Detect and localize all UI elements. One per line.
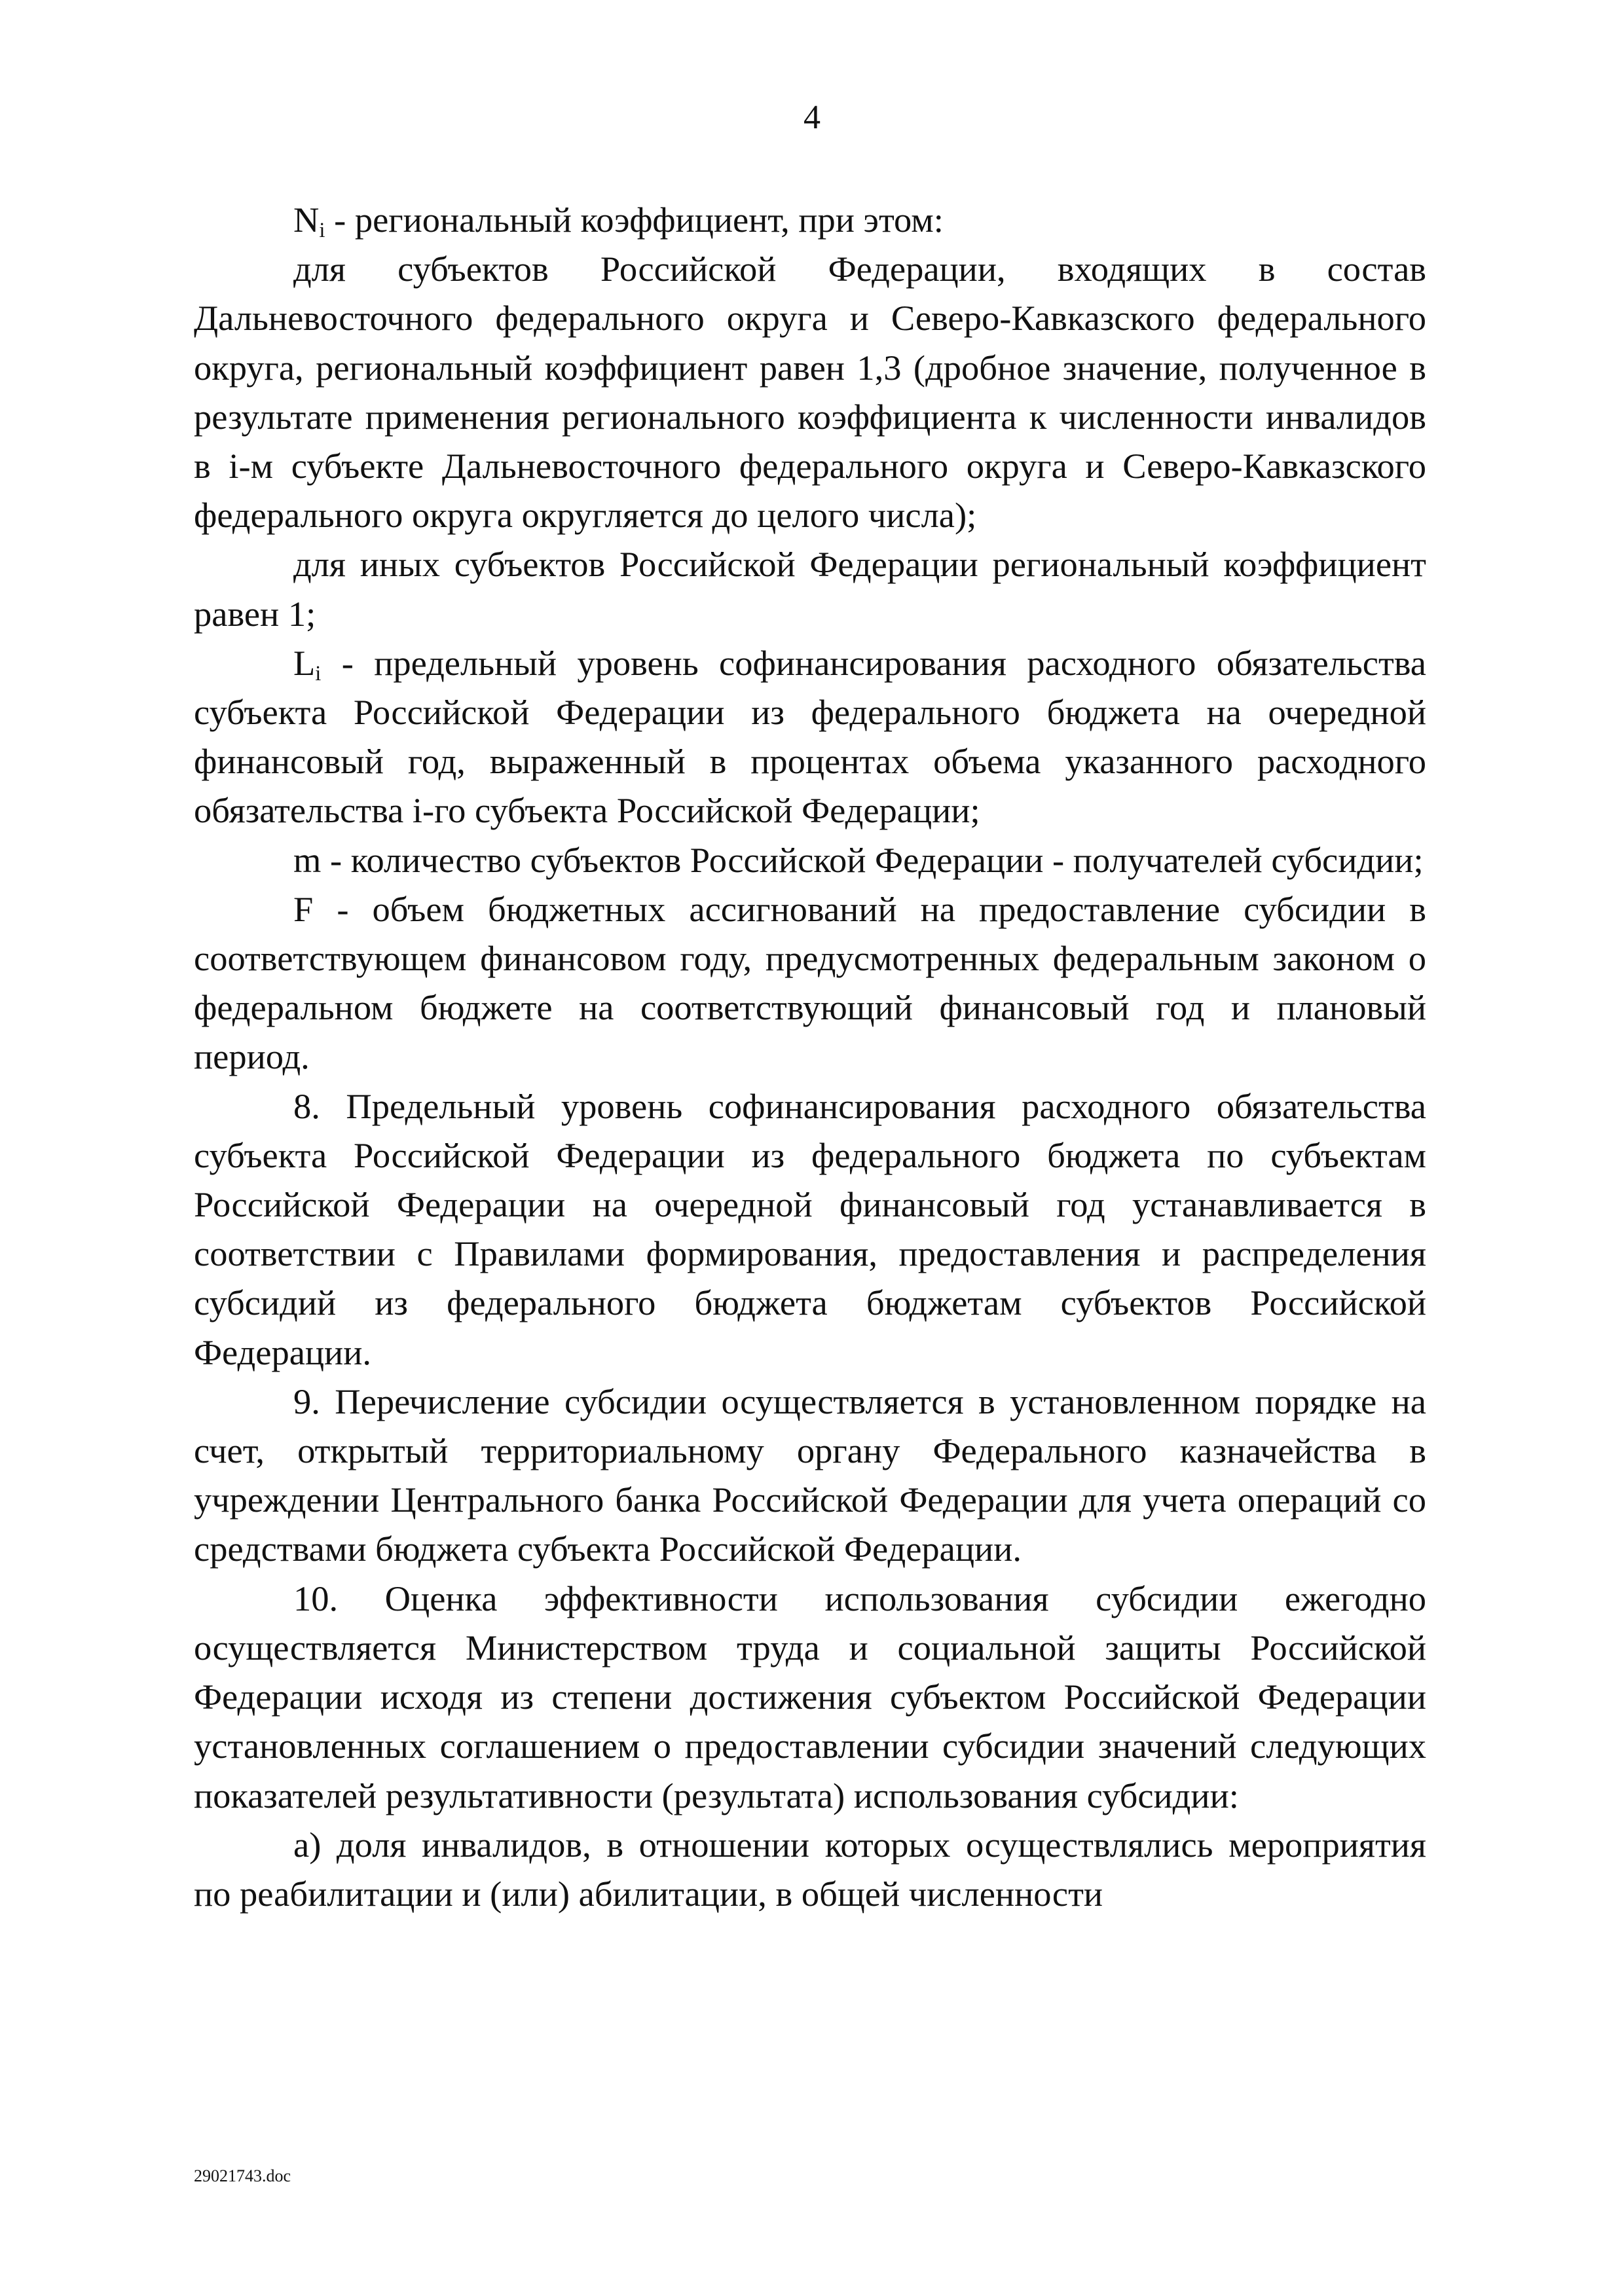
paragraph-item-10: 10. Оценка эффективности использования субсидии ежегодно осуществляется Министерством труда и социальной защиты Российской Федерации исходя из степени достижения субъектом Российской Федерации установленных соглашением о предоставлении субсидии значений следующих показателей результативности (результата) использования субсидии: [194,1578,1426,1815]
paragraph-item-8: 8. Предельный уровень софинансирования расходного обязательства субъекта Российской Федерации из федерального бюджета по субъектам Российской Федерации на очередной финансовый год устанавливается в соответствии с Правилами формирования, предоставления и распределения субсидий из федерального бюджета бюджетам субъектов Российской Федерации. [194,1085,1426,1372]
paragraph-text: - предельный уровень софинансирования расходного обязательства субъекта Российской Федерации из федерального бюджета на очередной финансовый год, выраженный в процентах объема указанного расходного обязательства i-го субъекта Российской Федерации; [194,642,1426,831]
symbol-l-index: i [315,662,322,685]
symbol-n-index: i [319,219,325,243]
paragraph-regional-coefficient-definition [194,195,1426,244]
paragraph-cofinancing-level-definition [194,638,1426,835]
paragraph-m-definition: m - количество субъектов Российской Федерации - получателей субсидии; [293,839,1424,880]
paragraph-f-definition: F - объем бюджетных ассигнований на предоставление субсидии в соответствующем финансовом году, предусмотренных федеральным законом о федеральном бюджете на соответствующий финансовый год и плановый период. [194,888,1426,1077]
paragraph-item-9: 9. Перечисление субсидии осуществляется в установленном порядке на счет, открытый территориальному органу Федерального казначейства в учреждении Центрального банка Российской Федерации для учета операций со средствами бюджета субъекта Российской Федерации. [194,1381,1426,1569]
page-number: 4 [803,99,821,136]
document-body [194,195,1426,1918]
symbol-n: N [293,200,320,240]
paragraph-text: - региональный коэффициент, при этом: [325,200,944,240]
paragraph-item-10a: а) доля инвалидов, в отношении которых осуществлялись мероприятия по реабилитации и (или) абилитации, в общей численности [194,1824,1426,1914]
paragraph-far-east-coefficient: для субъектов Российской Федерации, входящих в состав Дальневосточного федерального округа и Северо-Кавказского федерального округа, региональный коэффициент равен 1,3 (дробное значение, полученное в результате применения регионального коэффициента к численности инвалидов в i-м субъекте Дальневосточного федерального округа и Северо-Кавказского федерального округа округляется до целого числа); [194,249,1426,536]
symbol-l: L [293,642,316,683]
footer-document-code: 29021743.doc [194,2166,291,2185]
paragraph-other-subjects-coefficient: для иных субъектов Российской Федерации региональный коэффициент равен 1; [194,544,1426,634]
